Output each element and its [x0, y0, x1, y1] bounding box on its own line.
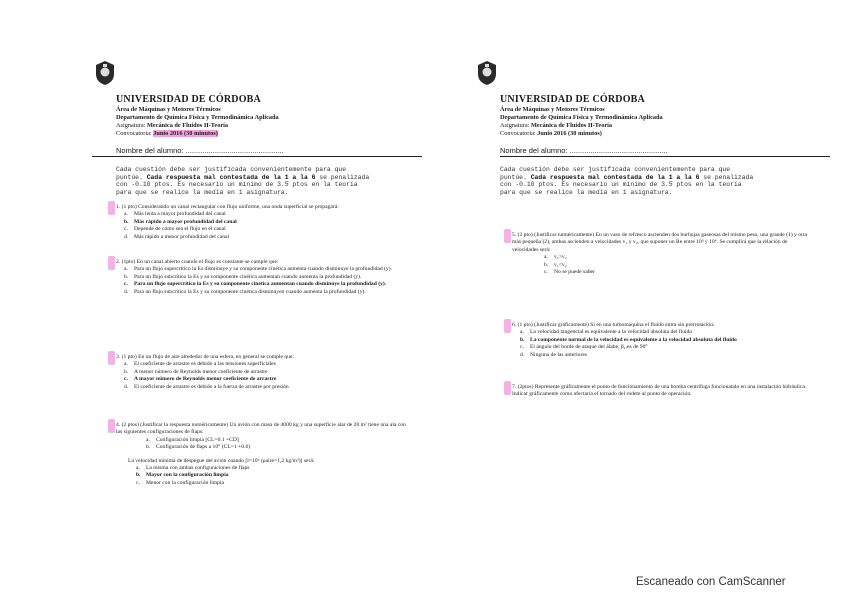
option-c: c. No se puede saber	[544, 269, 595, 276]
option-d: d. Para un flujo subcrítico la Es y su componente cinética disminuyen cuando aumenta la profundidad (y).	[124, 288, 366, 295]
option-c: c. A mayor número de Reynolds menor coeficiente de arrastre	[124, 376, 277, 383]
university-crest-icon	[94, 60, 116, 86]
question-7: 7. (2ptos) Represente gráficamente el punto de funcionamiento de una bomba centrífuga funcionando en una instalación hidráulica. Indicar gráficamente como afectaría el tornado del rodete al punto de operación.	[512, 384, 808, 399]
question-6: 6. (1 pto) (Justificar gráficamente) Si en una turbomáquina el fluido entra sin prerrotación: a. La velocidad tangencial es equivalente a la velocidad absoluta del fluido b. La componente normal de la velocidad es equivalente a la velocidad absoluta del fluido c. El ángulo del borde de ataque del álabe, β₁,es de 90° d. Ninguna de las anteriores	[512, 322, 808, 359]
university-name: UNIVERSIDAD DE CÓRDOBA	[500, 94, 645, 105]
option-b: b. A menor número de Reynolds menor coeficiente de arrastre	[124, 368, 268, 375]
option-letter: b.	[124, 218, 129, 225]
call-line: Convocatoria: Junio 2016 (30 minutos)	[116, 130, 218, 137]
university-name: UNIVERSIDAD DE CÓRDOBA	[116, 94, 261, 105]
option-letter: b.	[124, 368, 129, 375]
option-d: d. Ninguna de las anteriores	[520, 351, 588, 358]
option-letter: a.	[136, 465, 140, 472]
student-name-field[interactable]: Nombre del alumno: ...............................................	[500, 146, 668, 155]
option-a: a. Para un flujo supercrítico la Es disminuye y su componente cinética aumenta cuando disminuye la profundidad (y).	[124, 266, 393, 273]
option-c: c. Para un flujo supercrítico la Es y su componente cinética aumentan cuando disminuye la profundidad (y).	[124, 281, 387, 288]
sub-option-a: a. La misma con ambas configuraciones de flaps	[136, 465, 250, 472]
student-name-field[interactable]: Nombre del alumno: ...............................................	[116, 146, 284, 155]
option-b: b. La componente normal de la velocidad es equivalente a la velocidad absoluta del fluido	[520, 336, 737, 343]
area-line: Área de Máquinas y Motores Térmicos	[500, 106, 605, 113]
question-3: 3. (1 pto) En un flujo de aire alrededor de una esfera, en general se cumple que: a. El coeficiente de arrastre es debido a las tensiones superficiales b. A menor número de Reynolds menor coeficiente de arrastre c. A mayor número de Reynolds menor coeficiente de arrastre d. El coeficiente de arrastre es debido a la fuerza de arrastre por presión	[116, 354, 412, 391]
option-d: d. El coeficiente de arrastre es debido a la fuerza de arrastre por presión	[124, 383, 289, 390]
option-letter: c.	[124, 226, 128, 233]
option-letter: b.	[146, 444, 151, 451]
option-letter: d.	[124, 288, 129, 295]
option-c: c. El ángulo del borde de ataque del álabe, β₁,es de 90°	[520, 344, 648, 351]
question-1: 1. (1 pto) Considerando un canal rectangular con flujo uniforme, una onda superficial se propagará: a. Más lenta a mayor profundidad del canal b. Más rápido a mayor profundidad del canal c. Depende de cómo sea el flujo en el canal d. Más rápido a menor profundidad del canal	[116, 204, 412, 241]
option-a: a. Más lenta a mayor profundidad del canal	[124, 211, 226, 218]
question-4-sub: La velocidad mínima de despegue del avión cuando [l=10⁶ (ρaire=1,2 kg/m³)] será:	[128, 457, 315, 464]
highlight-mark	[108, 351, 115, 365]
department-line: Departamento de Química Física y Termodinámica Aplicada	[116, 114, 279, 121]
highlight-mark	[504, 381, 511, 395]
option-a: a. Configuración limpia [CL=0.1 +CD]	[146, 436, 239, 443]
subject-line: Asignatura: Mecánica de Fluidos II-Teoría	[116, 122, 229, 129]
option-a: a. v₁>v₂	[544, 254, 567, 261]
option-letter: c.	[136, 479, 140, 486]
exam-header	[500, 94, 800, 138]
option-letter: b.	[136, 472, 141, 479]
option-letter: c.	[544, 269, 548, 276]
option-b: b. Para un flujo subcrítico la Es y su componente cinética aumentan cuando aumenta la profundidad (y).	[124, 273, 362, 280]
subject-line: Asignatura: Mecánica de Fluidos II-Teoría	[500, 122, 613, 129]
highlight-mark	[108, 256, 115, 270]
option-letter: a.	[520, 329, 524, 336]
option-letter: a.	[146, 436, 150, 443]
option-letter: b.	[544, 261, 549, 268]
option-d: d. Más rápido a menor profundidad del canal	[124, 233, 230, 240]
highlight-mark	[504, 229, 511, 243]
option-c: c. Depende de cómo sea el flujo en el canal	[124, 226, 226, 233]
option-letter: a.	[544, 254, 548, 261]
university-crest-icon	[476, 60, 498, 86]
highlight-mark	[504, 319, 511, 333]
option-letter: d.	[124, 233, 129, 240]
option-letter: c.	[124, 376, 128, 383]
option-letter: b.	[520, 336, 525, 343]
highlight-mark	[108, 419, 115, 433]
question-5: 5. (2 pto) (Justificar numéricamente) En un vaso de refresco ascienden dos burbujas gaseosas del mismo peso, una grande (1) y otra más pequeña (2), ambas ascienden a velocidades v₁ y v₂, que suponer un Re entre 10³ y 10⁶. Se cumplirá que la relación de velocidades será: a. v₁>v₂ b. v₁<v₂ c. No se puede saber	[512, 232, 808, 276]
exam-instructions: Cada cuestión debe ser justificada convenientemente para que puntúe. Cada respuesta mal contestada de la 1 a la 6 se penalizada con -0.10 ptos. Es necesario un mínimo de 3.5 ptos en la teoría para que se realice la media en 1 asignatura.	[500, 166, 754, 196]
option-b: b. Más rápido a mayor profundidad del canal	[124, 218, 237, 225]
option-letter: a.	[124, 211, 128, 218]
department-line: Departamento de Química Física y Termodinámica Aplicada	[500, 114, 663, 121]
option-a: a. La velocidad tangencial es equivalente a la velocidad absoluta del fluido	[520, 329, 693, 336]
exam-page-right	[424, 0, 848, 599]
option-letter: a.	[124, 361, 128, 368]
option-a: a. El coeficiente de arrastre es debido a las tensiones superficiales	[124, 361, 276, 368]
option-letter: d.	[124, 383, 129, 390]
question-4: 4. (2 ptos) (Justificar la respuesta numéricamente) Un avión con masa de 4000 kg y una superficie alar de 20 m² tiene una ala con las siguientes configuraciones de flaps: a. Configuración limpia [CL=0.1 +CD] b. Configuración de flaps a 10° (CL=1 +0.6) La velocidad mínima de despegue del avión cuando [l=10⁶ (ρaire=1,2 kg/m³)] será: a. La misma con ambas configuraciones de flaps b. Mayor con la configuración limpia c. Menor con la configuración limpia	[116, 422, 412, 487]
exam-instructions: Cada cuestión debe ser justificada convenientemente para que puntúe. Cada respuesta mal contestada de la 1 a la 6 se penalizada con -0.10 ptos. Es necesario un mínimo de 3.5 ptos en la teoría para que se realice la media en 1 asignatura.	[116, 166, 370, 196]
sub-option-c: c. Menor con la configuración limpia	[136, 479, 224, 486]
area-line: Área de Máquinas y Motores Térmicos	[116, 106, 221, 113]
sub-option-b: b. Mayor con la configuración limpia	[136, 472, 229, 479]
option-b: b. v₁<v₂	[544, 261, 567, 268]
option-letter: c.	[124, 281, 128, 288]
option-letter: c.	[520, 344, 524, 351]
question-2: 2. (1pto) En un canal abierto cuando el flujo es constante se cumple que: a. Para un flujo supercrítico la Es disminuye y su componente cinética aumenta cuando disminuye la profundidad (y). b. Para un flujo subcrítico la Es y su componente cinética aumentan cuando aumenta la profundidad (y). c. Para un flujo supercrítico la Es y su componente cinética aumentan cuando disminuye la profundidad (y). d. Para un flujo subcrítico la Es y su componente cinética disminuyen cuando aumenta la profundidad (y).	[116, 259, 412, 296]
header-divider	[92, 156, 422, 157]
header-divider	[500, 156, 830, 157]
highlight-mark	[108, 201, 115, 215]
option-letter: a.	[124, 266, 128, 273]
call-line: Convocatoria: Junio 2016 (30 minutos)	[500, 130, 602, 137]
option-b: b. Configuración de flaps a 10° (CL=1 +0.6)	[146, 444, 251, 451]
exam-header	[116, 94, 416, 138]
option-letter: b.	[124, 273, 129, 280]
option-letter: d.	[520, 351, 525, 358]
scanner-watermark: Escaneado con CamScanner	[636, 576, 786, 588]
